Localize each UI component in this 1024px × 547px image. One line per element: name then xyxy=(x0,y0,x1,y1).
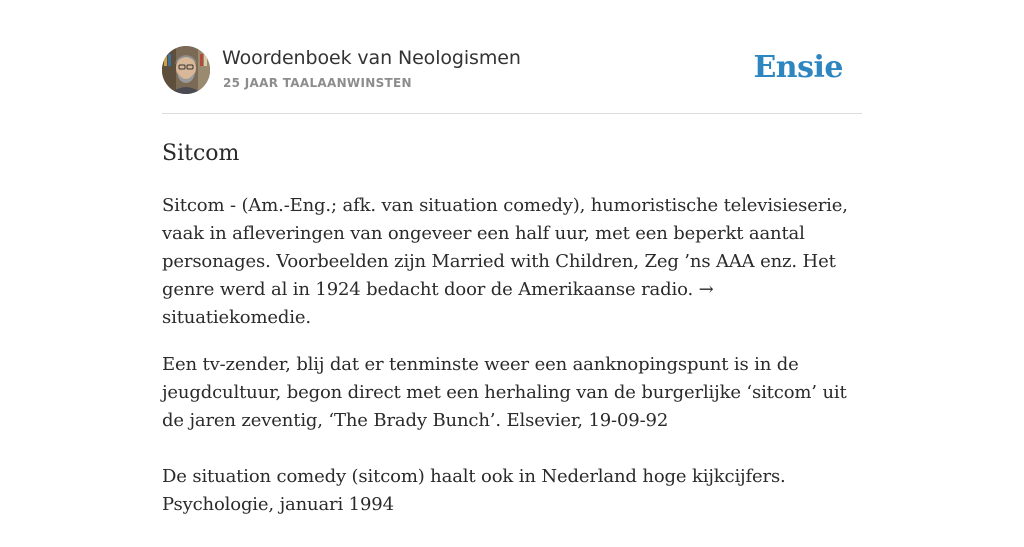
quotes xyxy=(162,351,862,519)
definition-text: Sitcom - (Am.-Eng.; afk. van situation comedy), humoristische televisieserie, vaak in afleveringen van ongeveer een half uur, met een beperkt aantal personages. Voorbeelden zijn Married with Children, Zeg ’ns AAA enz. Het genre werd al in 1924 bedacht door de Amerikaanse radio. xyxy=(162,195,848,300)
see-also-link[interactable]: situatiekomedie. xyxy=(162,307,311,328)
book-title[interactable]: Woordenboek van Neologismen xyxy=(222,47,521,69)
author-portrait-icon[interactable] xyxy=(162,46,210,94)
header xyxy=(162,46,862,114)
entry-definition xyxy=(162,192,862,332)
entry-title: Sitcom xyxy=(162,141,240,166)
ensie-logo[interactable]: Ensie xyxy=(753,50,843,85)
book-subtitle: 25 JAAR TAALAANWINSTEN xyxy=(223,76,412,90)
quote-item: De situation comedy (sitcom) haalt ook in Nederland hoge kijkcijfers. Psychologie, januari 1994 xyxy=(162,466,786,515)
quote-item: Een tv-zender, blij dat er tenminste weer een aanknopingspunt is in de jeugdcultuur, begon direct met een herhaling van de burgerlijke ‘sitcom’ uit de jaren zeventig, ‘The Brady Bunch’. Elsevier, 19-09-92 xyxy=(162,354,847,431)
see-also-arrow-icon: → xyxy=(698,279,714,300)
entry-card xyxy=(162,46,862,547)
